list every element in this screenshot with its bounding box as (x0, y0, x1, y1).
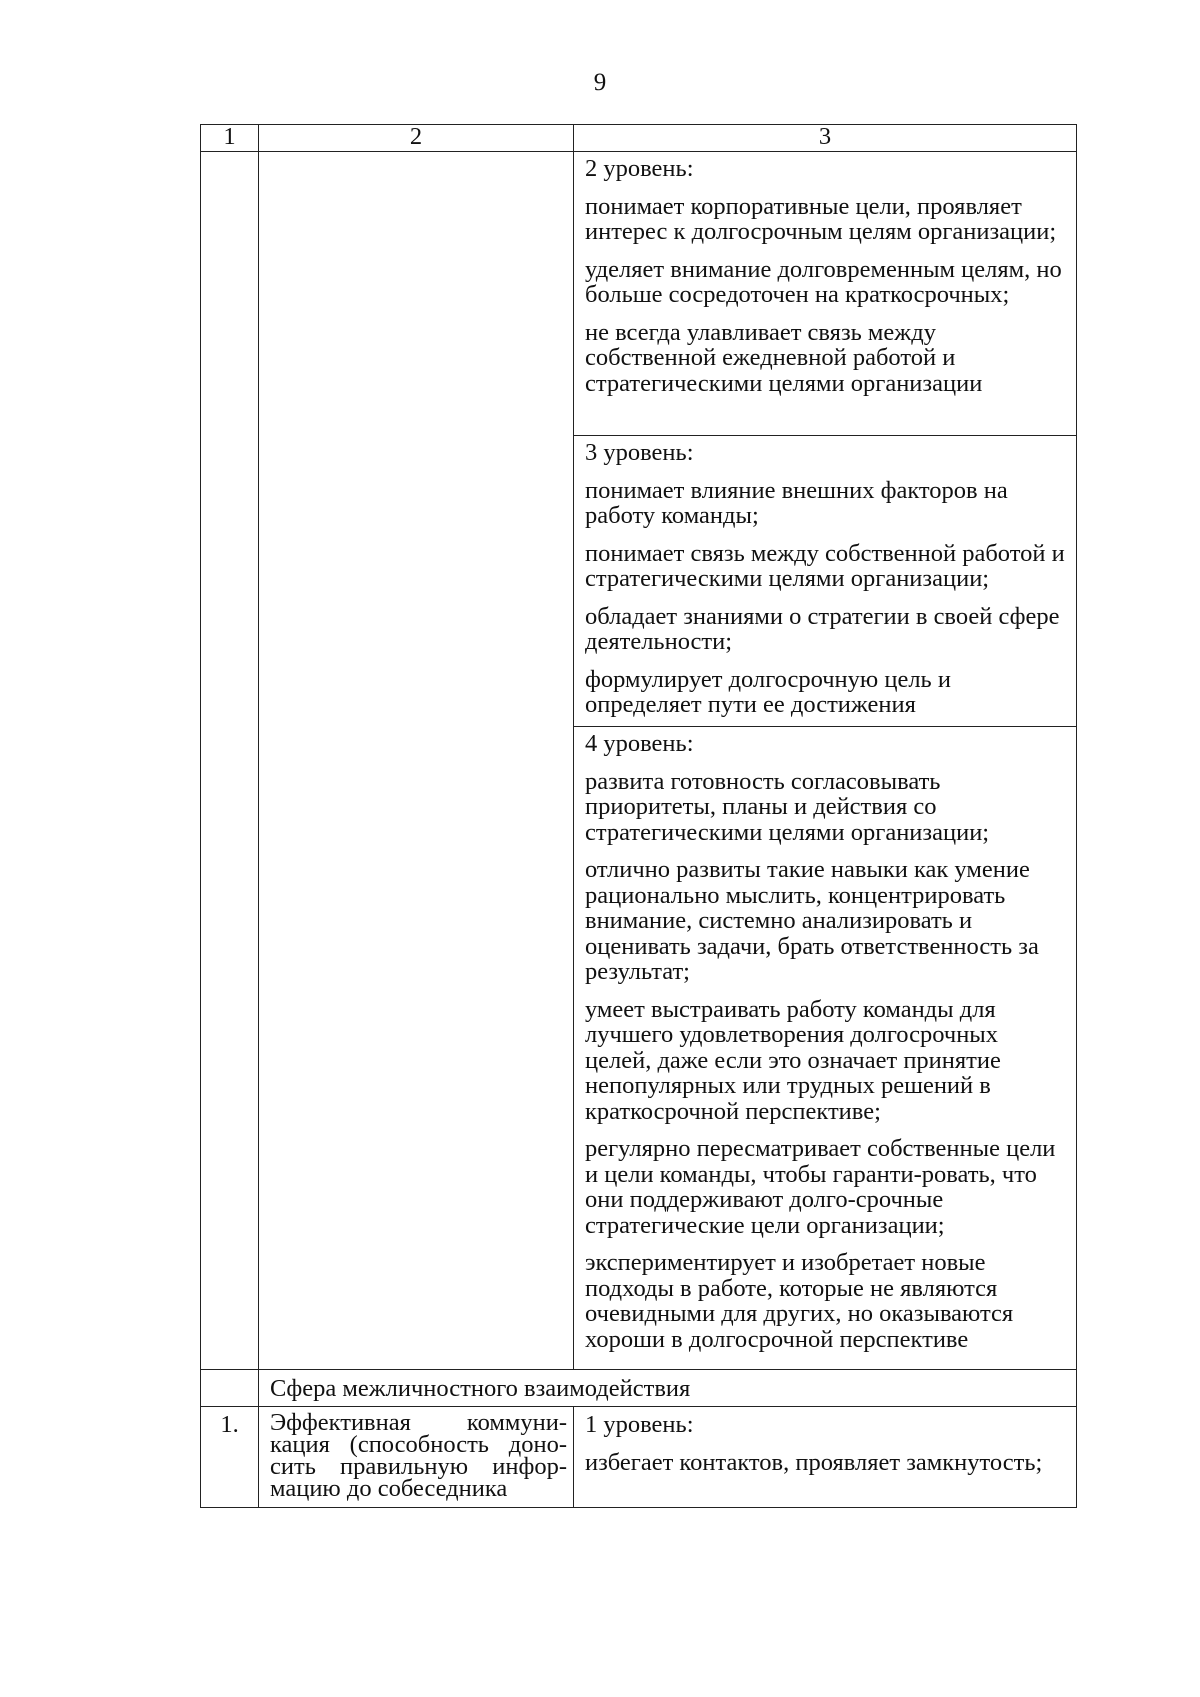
level-item: понимает связь между собственной работой и стратегическими целями организации; (585, 539, 1065, 592)
empty-number-cell (201, 152, 259, 1370)
empty-name-cell (259, 152, 574, 1370)
section-title: Сфера межличностного взаимодействия (270, 1375, 691, 1402)
level-item: уделяет внимание долговременным целям, но больше сосредоточен на краткосрочных; (585, 255, 1062, 308)
level-item: избегает контактов, проявляет замкнутость; (585, 1448, 1043, 1476)
level-cell (574, 152, 1077, 436)
level-item: экспериментирует и изобретает новые подходы в работе, которые не являются очевидными для других, но оказываются хороши в долгосрочной перспективе (585, 1249, 1014, 1353)
section-cell (259, 1370, 1077, 1407)
competency-table (200, 124, 1077, 1508)
level-label: 2 уровень: (585, 155, 694, 182)
level-item: формулирует долгосрочную цель и определяет пути ее достижения (585, 665, 951, 718)
level-item: понимает влияние внешних факторов на работу команды; (585, 476, 1008, 529)
table-header-row (201, 125, 1077, 152)
level-label: 1 уровень: (585, 1411, 694, 1438)
level-cell (574, 436, 1077, 727)
level-label: 4 уровень: (585, 730, 694, 757)
level-item: регулярно пересматривает собственные цели и цели команды, чтобы гаранти-ровать, что они поддерживают долго-срочные стратегические цели организации; (585, 1135, 1056, 1239)
level-item: умеет выстраивать работу команды для лучшего удовлетворения долгосрочных целей, даже если это означает принятие непопулярных или трудных решений в краткосрочной перспективе; (585, 995, 1001, 1125)
level-item: развита готовность согласовывать приоритеты, планы и действия со стратегическими целями организации; (585, 767, 990, 846)
level-cell (574, 727, 1077, 1370)
level-label: 3 уровень: (585, 439, 694, 466)
competency-number: 1. (220, 1411, 239, 1438)
level-cell (574, 1407, 1077, 1508)
header-col-3: 3 (574, 125, 1077, 152)
level-item: отлично развиты такие навыки как умение рационально мыслить, концентрировать внимание, системно анализировать и оценивать задачи, брать ответственность за результат; (585, 856, 1039, 985)
level-item: понимает корпоративные цели, проявляет интерес к долгосрочным целям организации; (585, 192, 1057, 245)
competency-number-cell (201, 1407, 259, 1508)
competency-name-cell (259, 1407, 574, 1508)
level-item: обладает знаниями о стратегии в своей сфере деятельности; (585, 602, 1060, 655)
section-row (201, 1370, 1077, 1407)
page-number: 9 (593, 69, 607, 96)
header-col-2: 2 (259, 125, 574, 152)
table-row (201, 152, 1077, 436)
level-item: не всегда улавливает связь между собственной ежедневной работой и стратегическими целями организации (585, 318, 983, 397)
header-col-1: 1 (201, 125, 259, 152)
empty-number-cell (201, 1370, 259, 1407)
table-row (201, 1407, 1077, 1508)
competency-name: Эффективная коммуни-кация (способность доно-сить правильную инфор-мацию до собеседника (270, 1409, 567, 1502)
